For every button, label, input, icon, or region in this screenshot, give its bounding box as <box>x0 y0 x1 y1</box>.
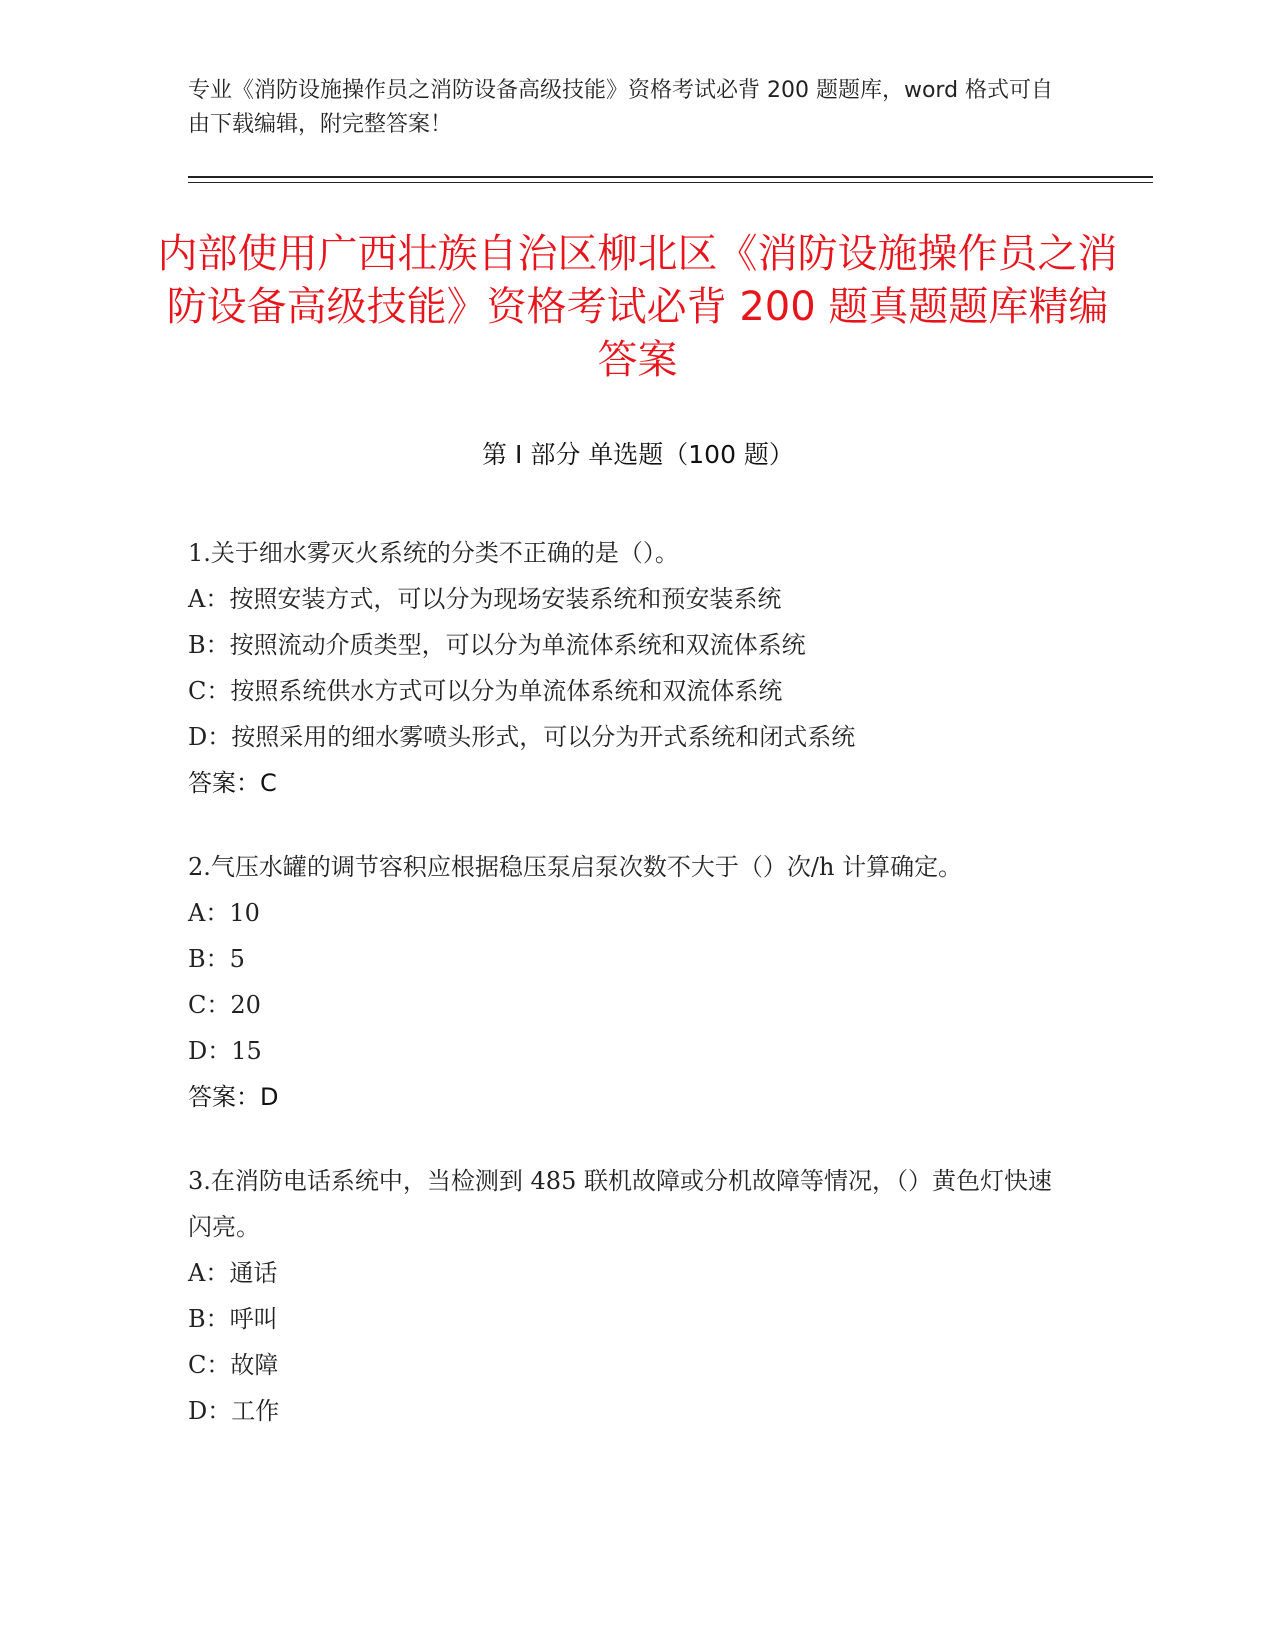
option-c: C：按照系统供水方式可以分为单流体系统和双流体系统 <box>188 677 783 705</box>
option-a: A：通话 <box>188 1259 278 1287</box>
question-stem: 1.关于细水雾灭火系统的分类不正确的是（）。 <box>188 539 679 567</box>
header-note: 专业《消防设施操作员之消防设备高级技能》资格考试必背 200 题题库，word 格式可自由下载编辑，附完整答案！ <box>188 78 1054 137</box>
option-d: D：工作 <box>188 1397 280 1425</box>
question-stem: 2.气压水罐的调节容积应根据稳压泵启泵次数不大于（）次/h 计算确定。 <box>188 853 963 881</box>
option-a: A：10 <box>188 899 260 927</box>
answer-line: 答案：C <box>188 769 277 797</box>
option-b: B：5 <box>188 945 245 973</box>
option-c: C：20 <box>188 991 261 1019</box>
header-divider-thin <box>188 182 1153 183</box>
question-list <box>188 530 1068 1472</box>
section-heading: 第 I 部分 单选题（100 题） <box>482 440 794 469</box>
option-b: B：按照流动介质类型，可以分为单流体系统和双流体系统 <box>188 631 806 659</box>
document-title: 内部使用广西壮族自治区柳北区《消防设施操作员之消防设备高级技能》资格考试必背 200 题真题题库精编答案 <box>157 231 1118 383</box>
question-stem: 3.在消防电话系统中，当检测到 485 联机故障或分机故障等情况，（）黄色灯快速闪亮。 <box>188 1167 1052 1241</box>
option-d: D：按照采用的细水雾喷头形式，可以分为开式系统和闭式系统 <box>188 723 856 751</box>
header-divider-thick <box>188 176 1153 178</box>
question-1 <box>188 530 1068 806</box>
option-a: A：按照安装方式，可以分为现场安装系统和预安装系统 <box>188 585 782 613</box>
option-c: C：故障 <box>188 1351 279 1379</box>
option-d: D：15 <box>188 1037 262 1065</box>
question-3 <box>188 1158 1068 1434</box>
question-2 <box>188 844 1068 1120</box>
answer-line: 答案：D <box>188 1083 279 1111</box>
option-b: B：呼叫 <box>188 1305 278 1333</box>
